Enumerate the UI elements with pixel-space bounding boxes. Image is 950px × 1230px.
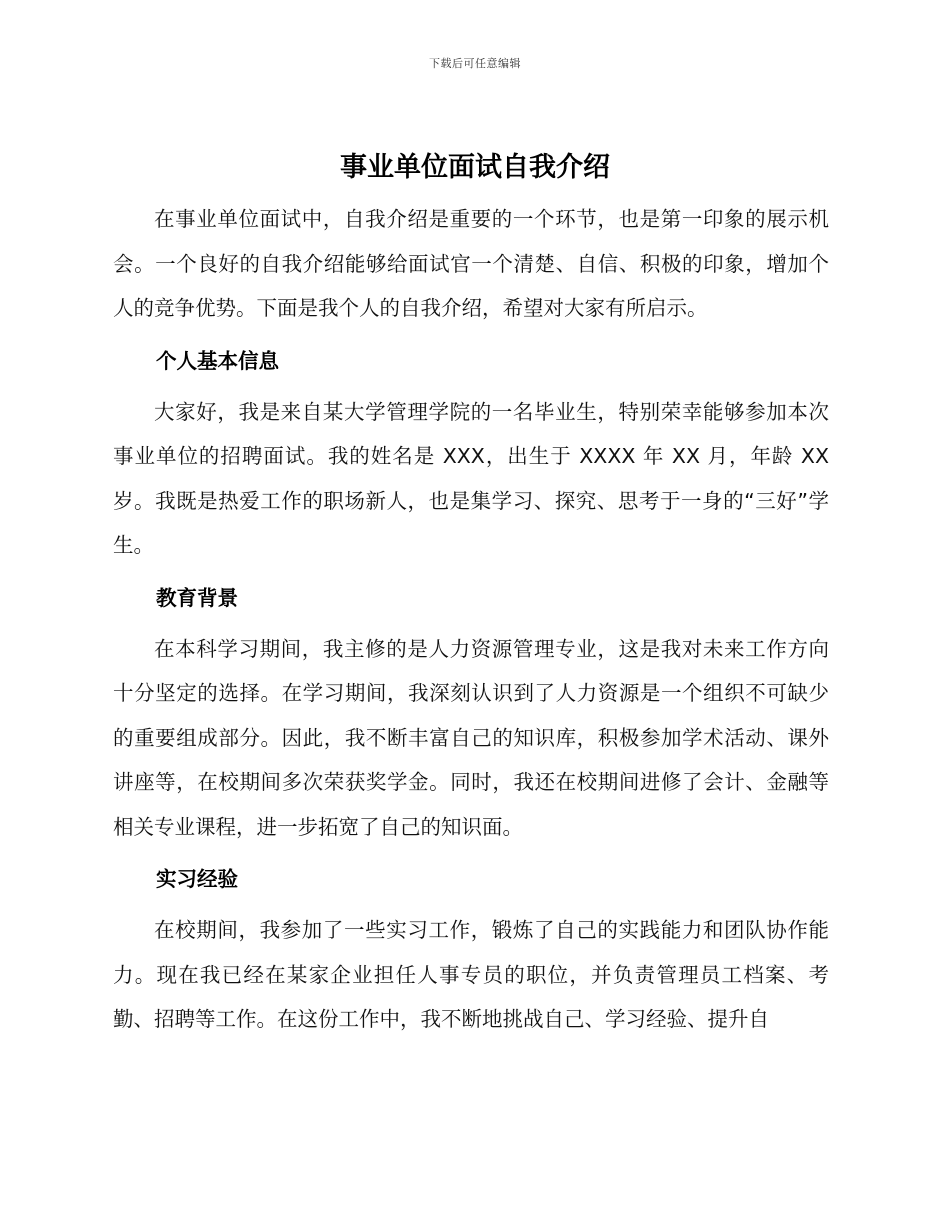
intro-paragraph: 在事业单位面试中，自我介绍是重要的一个环节，也是第一印象的展示机会。一个良好的自我介绍能够给面试官一个清楚、自信、积极的印象，增加个人的竞争优势。下面是我个人的自我介绍，希望对大家有所启示。 (113, 207, 829, 320)
section-paragraph-education: 在本科学习期间，我主修的是人力资源管理专业，这是我对未来工作方向十分坚定的选择。在学习期间，我深刻认识到了人力资源是一个组织不可缺少的重要组成部分。因此，我不断丰富自己的知识库，积极参加学术活动、课外讲座等，在校期间多次荣获奖学金。同时，我还在校期间进修了会计、金融等相关专业课程，进一步拓宽了自己的知识面。 (113, 636, 829, 839)
section-paragraph-internship: 在校期间，我参加了一些实习工作，锻炼了自己的实践能力和团队协作能力。现在我已经在某家企业担任人事专员的职位，并负责管理员工档案、考勤、招聘等工作。在这份工作中，我不断地挑战自己、学习经验、提升自 (113, 918, 829, 1031)
section-paragraph-personal-info: 大家好，我是来自某大学管理学院的一名毕业生，特别荣幸能够参加本次事业单位的招聘面试。我的姓名是 XXX，出生于 XXXX 年 XX 月，年龄 XX 岁。我既是热爱工作的职场新人，也是集学习、探究、思考于一身的“三好”学生。 (113, 399, 829, 557)
document-title: 事业单位面试自我介绍 (340, 152, 610, 183)
section-heading-internship: 实习经验 (156, 867, 238, 891)
document-body (113, 197, 829, 1042)
section-heading-personal-info: 个人基本信息 (156, 348, 279, 373)
page-header-note: 下载后可任意编辑 (429, 57, 521, 70)
section-heading-education: 教育背景 (156, 585, 238, 610)
